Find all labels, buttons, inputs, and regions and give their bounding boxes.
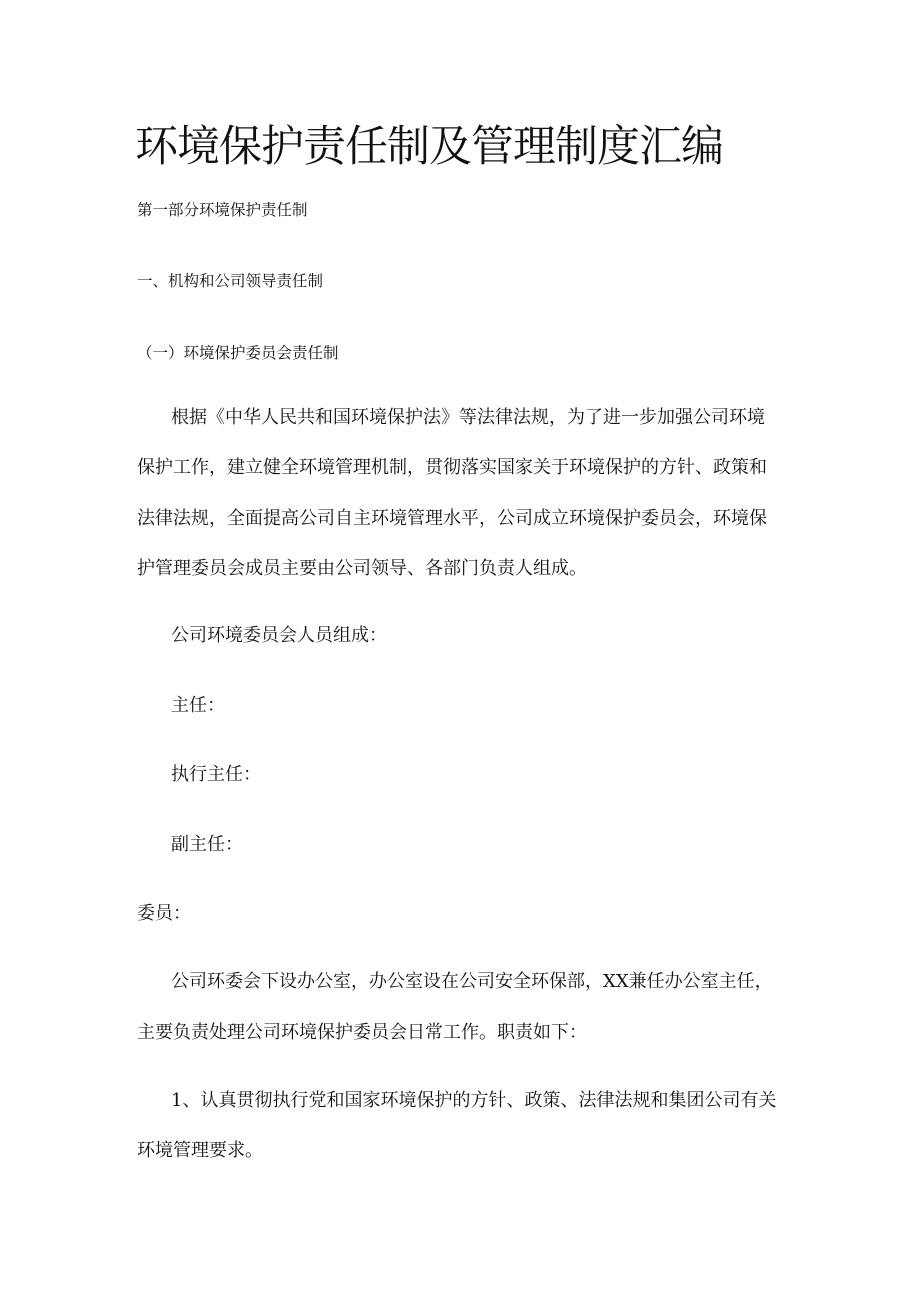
paragraph2-line1-prefix: 公司环委会下设办公室，办公室设在公司安全环保部， bbox=[171, 971, 603, 992]
duty1-number: 1 bbox=[171, 1090, 183, 1111]
role-members: 委员： bbox=[137, 903, 191, 924]
paragraph1-line1: 根据《中华人民共和国环境保护法》等法律法规，为了进一步加强公司环境 bbox=[171, 407, 765, 428]
section-heading: 一、机构和公司领导责任制 bbox=[137, 272, 324, 290]
duty1-line1 bbox=[171, 1092, 776, 1110]
part-heading: 第一部分环境保护责任制 bbox=[137, 201, 308, 219]
subsection-heading: （一）环境保护委员会责任制 bbox=[137, 344, 339, 362]
paragraph1-line2: 保护工作，建立健全环境管理机制，贯彻落实国家关于环境保护的方针、政策和 bbox=[137, 457, 767, 478]
role-deputy-director: 副主任： bbox=[171, 834, 243, 855]
paragraph1-line3: 法律法规，全面提高公司自主环境管理水平，公司成立环境保护委员会，环境保 bbox=[137, 508, 767, 529]
role-executive-director: 执行主任： bbox=[171, 764, 261, 785]
paragraph2-line1 bbox=[171, 973, 773, 991]
office-director-placeholder: XX bbox=[603, 971, 629, 992]
paragraph1-line4: 护管理委员会成员主要由公司领导、各部门负责人组成。 bbox=[137, 558, 587, 579]
document-title: 环境保护责任制及管理制度汇编 bbox=[135, 122, 723, 172]
duty1-line1-text: 、认真贯彻执行党和国家环境保护的方针、政策、法律法规和集团公司有关 bbox=[182, 1090, 777, 1111]
role-director: 主任： bbox=[171, 695, 225, 716]
committee-intro: 公司环境委员会人员组成： bbox=[171, 625, 387, 646]
duty1-line2: 环境管理要求。 bbox=[137, 1140, 263, 1161]
paragraph2-line1-suffix: 兼任办公室主任， bbox=[628, 971, 773, 992]
paragraph2-line2: 主要负责处理公司环境保护委员会日常工作。职责如下： bbox=[137, 1022, 587, 1043]
